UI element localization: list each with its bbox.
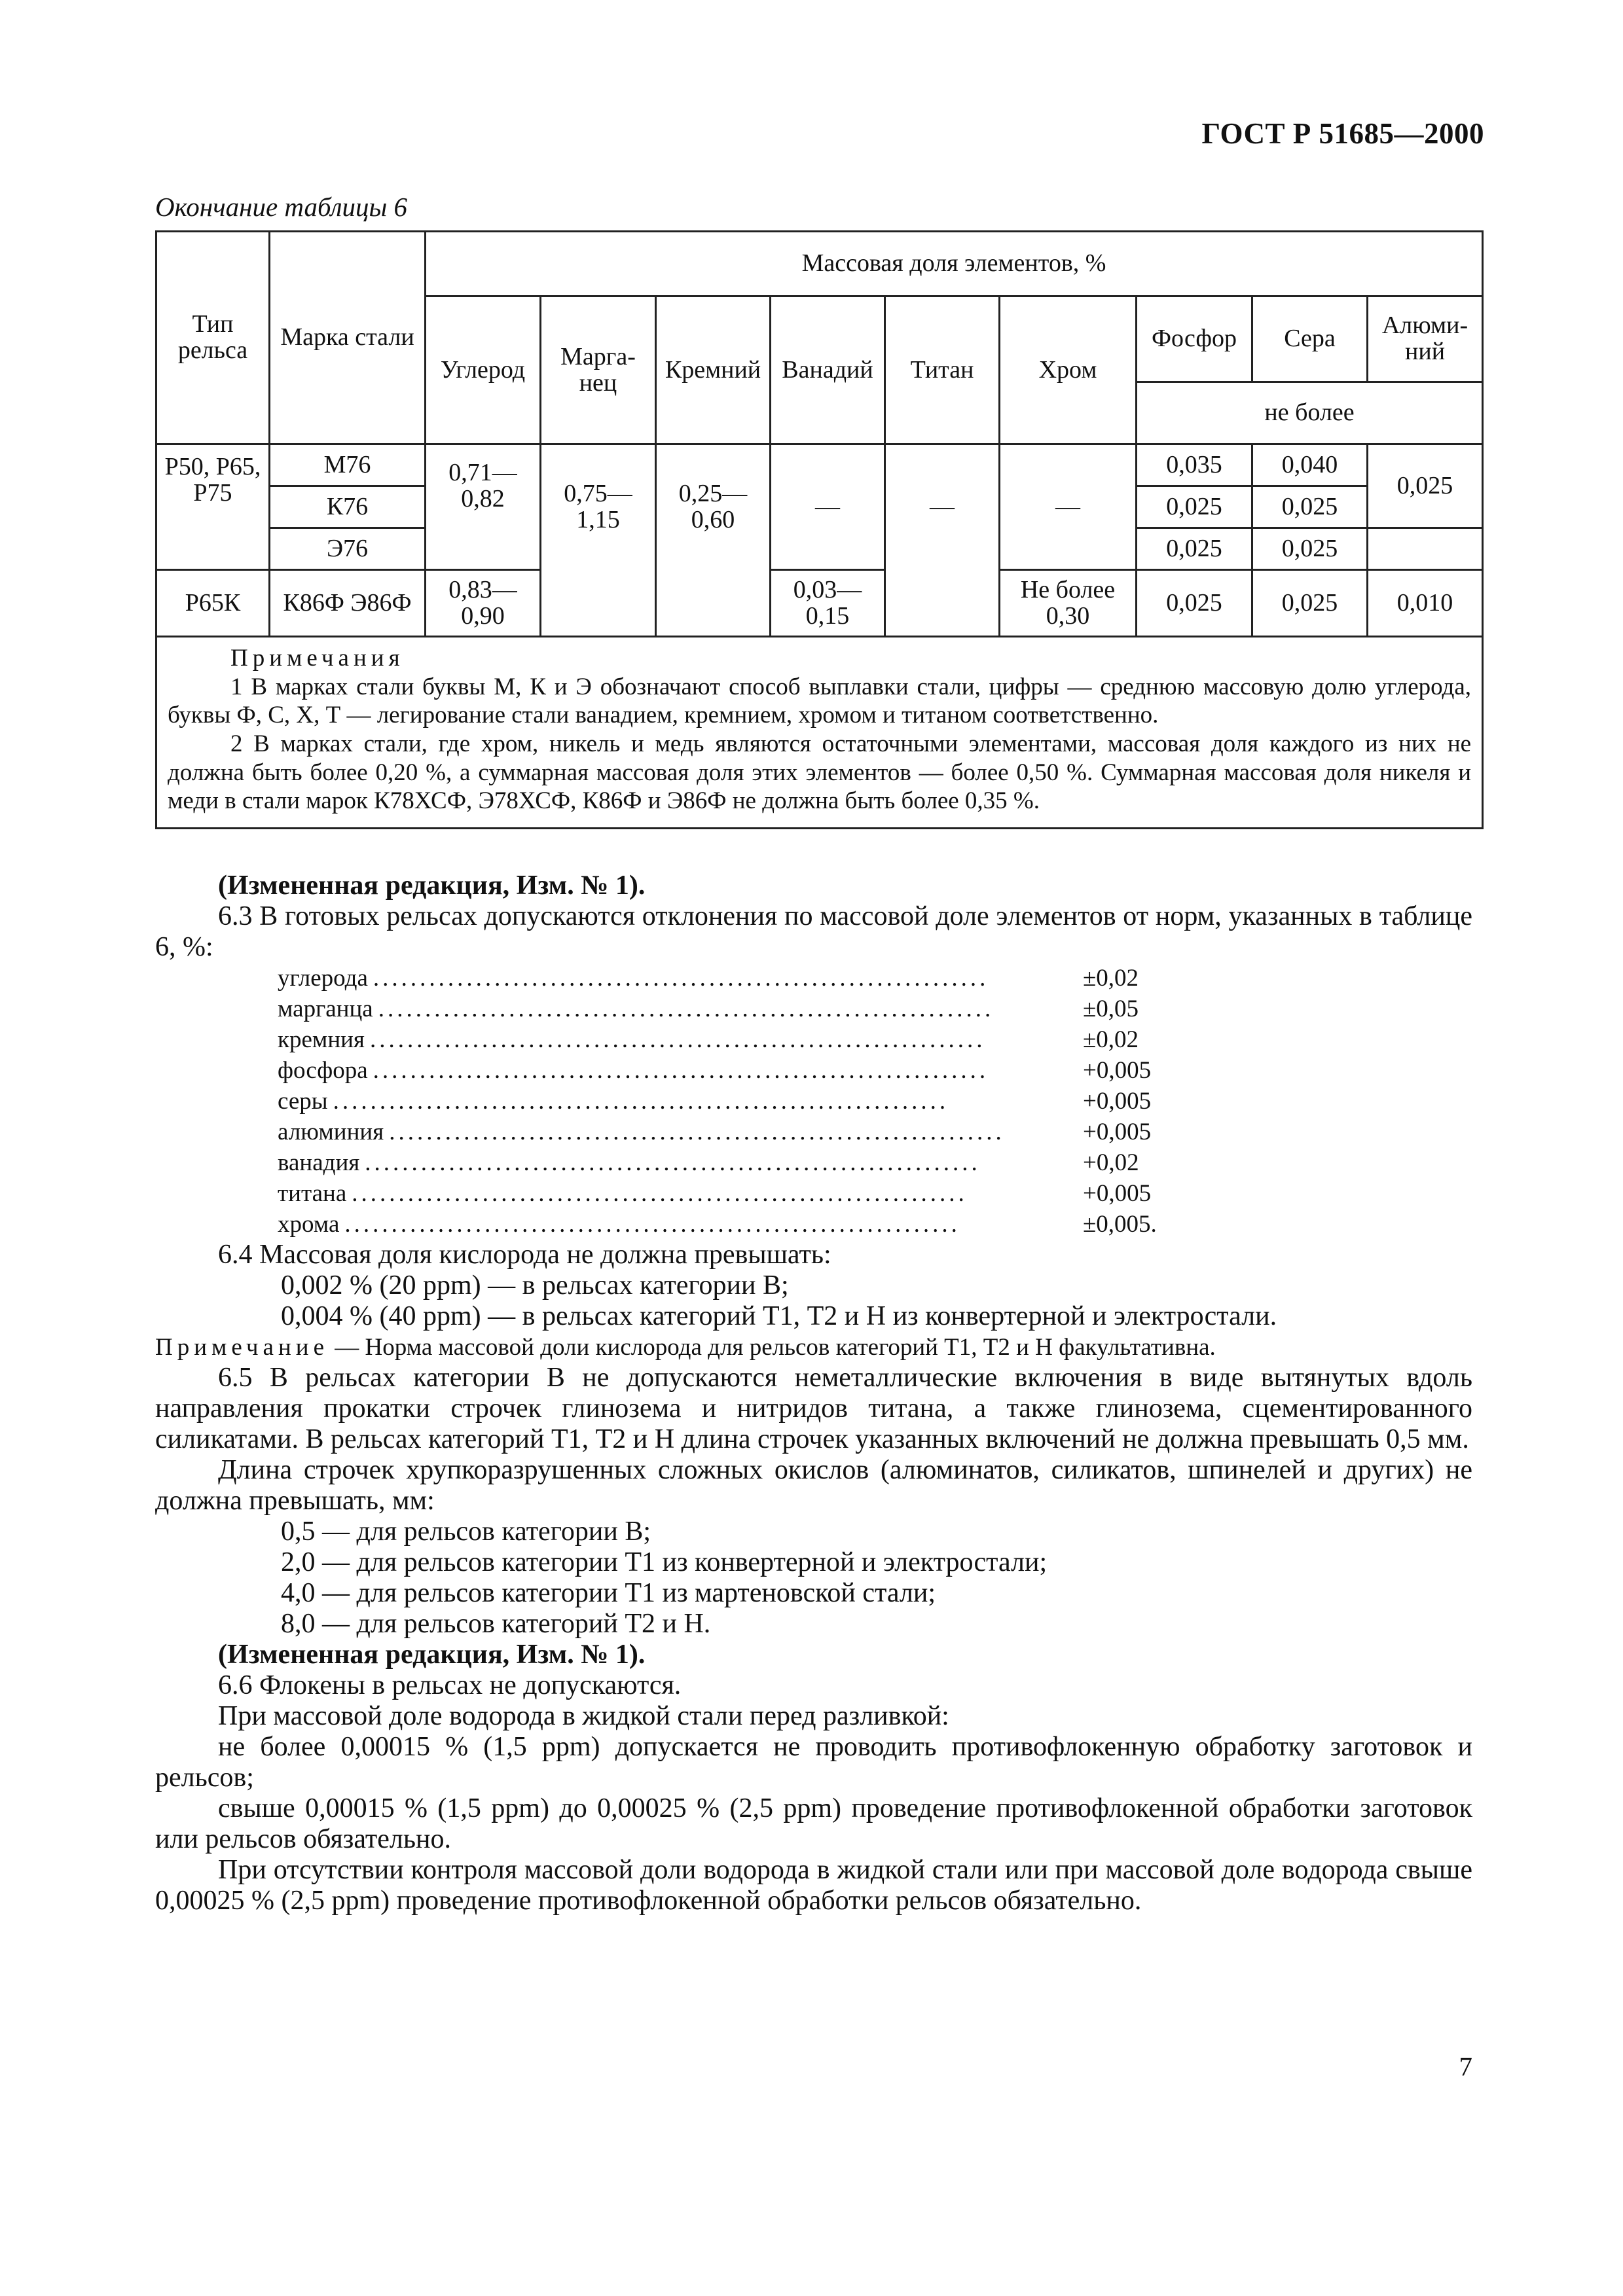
body-text xyxy=(155,870,1472,1916)
deviation-row: ванадия .................................................................. +0,02 xyxy=(278,1149,1139,1176)
header-carbon: Углерод xyxy=(426,296,541,444)
cell-p-g2: 0,025 xyxy=(1137,570,1252,637)
hydrogen-low: не более 0,00015 % (1,5 ppm) допускается не проводить противофлокенную обработку заготовок и рельсов; xyxy=(155,1732,1472,1793)
note-2: 2 В марках стали, где хром, никель и медь являются остаточными элементами, массовая доля каждого из них не должна быть более 0,20 %, а суммарная массовая доля этих элементов — более 0,50 %. Суммарная массовая доля никеля и меди в стали марок К78ХСФ, Э78ХСФ, К86Ф и Э86Ф не должна быть более 0,35 %. xyxy=(168,730,1472,815)
cell-p-k76: 0,025 xyxy=(1137,486,1252,528)
cell-manganese-g2-blank xyxy=(541,570,656,637)
header-steel-grade: Марка стали xyxy=(270,232,426,444)
cell-silicon-g1: 0,25—0,60 xyxy=(656,444,771,570)
hydrogen-mid: свыше 0,00015 % (1,5 ppm) до 0,00025 % (2,5 ppm) проведение противофлокенной обработки заготовок или рельсов обязательно. xyxy=(155,1793,1472,1854)
cell-type-g2: Р65К xyxy=(156,570,270,637)
cell-al-e76-blank xyxy=(1368,528,1483,570)
cell-s-e76: 0,025 xyxy=(1252,528,1368,570)
oxide-limit-item: 4,0 — для рельсов категории Т1 из мартеновской стали; xyxy=(281,1578,936,1608)
standard-number: ГОСТ Р 51685—2000 xyxy=(1201,117,1484,150)
cell-carbon-g1-blank xyxy=(426,528,541,570)
cell-p-e76: 0,025 xyxy=(1137,528,1252,570)
notes-title: Примечания xyxy=(230,645,405,672)
oxide-limit-item: 2,0 — для рельсов категории Т1 из конвертерной и электростали; xyxy=(281,1547,1048,1577)
cell-silicon-g2-blank xyxy=(656,570,771,637)
cell-carbon-g2: 0,83—0,90 xyxy=(426,570,541,637)
header-vanadium: Ванадий xyxy=(771,296,885,444)
cell-grade-e76: Э76 xyxy=(270,528,426,570)
header-mass-fraction: Массовая доля элементов, % xyxy=(426,232,1483,296)
cell-chromium-g1: — xyxy=(1000,444,1137,570)
deviation-row: алюминия .................................................................. +0,005 xyxy=(278,1119,1152,1145)
table-notes xyxy=(156,637,1483,829)
revised-edition-2: (Измененная редакция, Изм. № 1). xyxy=(218,1640,646,1670)
table-caption: Окончание таблицы 6 xyxy=(155,192,408,222)
hydrogen-high: При отсутствии контроля массовой доли водорода в жидкой стали или при массовой доле водорода свыше 0,00025 % (2,5 ppm) проведение противофлокенной обработки рельсов обязательно. xyxy=(155,1855,1472,1916)
deviation-row: титана .................................................................. +0,005 xyxy=(278,1180,1152,1207)
deviation-row: серы .................................................................. +0,005 xyxy=(278,1088,1152,1115)
header-silicon: Кремний xyxy=(656,296,771,444)
header-manganese: Марга-нец xyxy=(541,296,656,444)
cell-grade-g2: К86Ф Э86Ф xyxy=(270,570,426,637)
cell-grade-k76: К76 xyxy=(270,486,426,528)
cell-chromium-g2: Не более 0,30 xyxy=(1000,570,1137,637)
oxygen-limit-t: 0,004 % (40 ppm) — в рельсах категорий Т1, Т2 и Н из конвертерной и электростали. xyxy=(281,1301,1277,1331)
cell-s-m76: 0,040 xyxy=(1252,444,1368,486)
page-number: 7 xyxy=(1459,2051,1472,2081)
chemical-composition-table xyxy=(155,230,1484,829)
header-sulfur: Сера xyxy=(1252,296,1368,382)
oxide-limit-item: 8,0 — для рельсов категорий Т2 и Н. xyxy=(281,1609,711,1639)
cell-titanium-g1: — xyxy=(885,444,1000,570)
note-1: 1 В марках стали буквы М, К и Э обозначают способ выплавки стали, цифры — среднюю массовую долю углерода, буквы Ф, С, Х, Т — легирование стали ванадием, кремнием, хромом и титаном соответственно. xyxy=(168,673,1472,729)
deviation-row: фосфора .................................................................. +0,005 xyxy=(278,1057,1152,1084)
deviation-row: кремния .................................................................. ±0,02 xyxy=(278,1026,1139,1053)
clause-6-5: 6.5 В рельсах категории В не допускаются неметаллические включения в виде вытянутых вдоль направления прокатки строчек глинозема и нитридов титана, а также глинозема, сцементированного силикатами. В рельсах категорий Т1, Т2 и Н длина строчек указанных включений не должна превышать 0,5 мм. xyxy=(155,1363,1472,1454)
deviation-row: хрома .................................................................. ±0,005. xyxy=(278,1211,1157,1238)
cell-p-m76: 0,035 xyxy=(1137,444,1252,486)
header-phosphorus: Фосфор xyxy=(1137,296,1252,382)
cell-al-g2: 0,010 xyxy=(1368,570,1483,637)
cell-s-g2: 0,025 xyxy=(1252,570,1368,637)
cell-grade-m76: М76 xyxy=(270,444,426,486)
clause-6-3: 6.3 В готовых рельсах допускаются отклонения по массовой доле элементов от норм, указанных в таблице 6, %: xyxy=(155,901,1472,962)
deviation-row: углерода .................................................................. ±0,02 xyxy=(278,965,1139,992)
deviation-row: марганца .................................................................. ±0,05 xyxy=(278,996,1139,1022)
cell-s-k76: 0,025 xyxy=(1252,486,1368,528)
revised-edition-1: (Измененная редакция, Изм. № 1). xyxy=(218,870,646,901)
clause-6-6: 6.6 Флокены в рельсах не допускаются. xyxy=(218,1670,682,1700)
clause-6-5-oxides: Длина строчек хрупкоразрушенных сложных окислов (алюминатов, силикатов, шпинелей и других) не должна превышать, мм: xyxy=(155,1455,1472,1516)
clause-6-4: 6.4 Массовая доля кислорода не должна превышать: xyxy=(218,1240,831,1270)
cell-vanadium-g2: 0,03—0,15 xyxy=(771,570,885,637)
cell-al-g1: 0,025 xyxy=(1368,444,1483,528)
header-no-more-than: не более xyxy=(1137,382,1483,444)
oxygen-limit-b: 0,002 % (20 ppm) — в рельсах категории В; xyxy=(281,1270,789,1300)
cell-carbon-g1: 0,71—0,82 xyxy=(426,444,541,528)
header-chromium: Хром xyxy=(1000,296,1137,444)
cell-titanium-g2-blank xyxy=(885,570,1000,637)
cell-type-g1: Р50, Р65, Р75 xyxy=(156,444,270,570)
cell-manganese-g1: 0,75—1,15 xyxy=(541,444,656,570)
header-aluminum: Алюми-ний xyxy=(1368,296,1483,382)
oxygen-note: Примечание — Норма массовой доли кислорода для рельсов категорий Т1, Т2 и Н факультативна. xyxy=(155,1334,1216,1361)
cell-vanadium-g1: — xyxy=(771,444,885,570)
deviation-list xyxy=(278,963,1168,1240)
hydrogen-intro: При массовой доле водорода в жидкой стали перед разливкой: xyxy=(218,1701,949,1731)
oxide-limit-item: 0,5 — для рельсов категории В; xyxy=(281,1516,651,1547)
header-rail-type: Тип рельса xyxy=(156,232,270,444)
header-titanium: Титан xyxy=(885,296,1000,444)
